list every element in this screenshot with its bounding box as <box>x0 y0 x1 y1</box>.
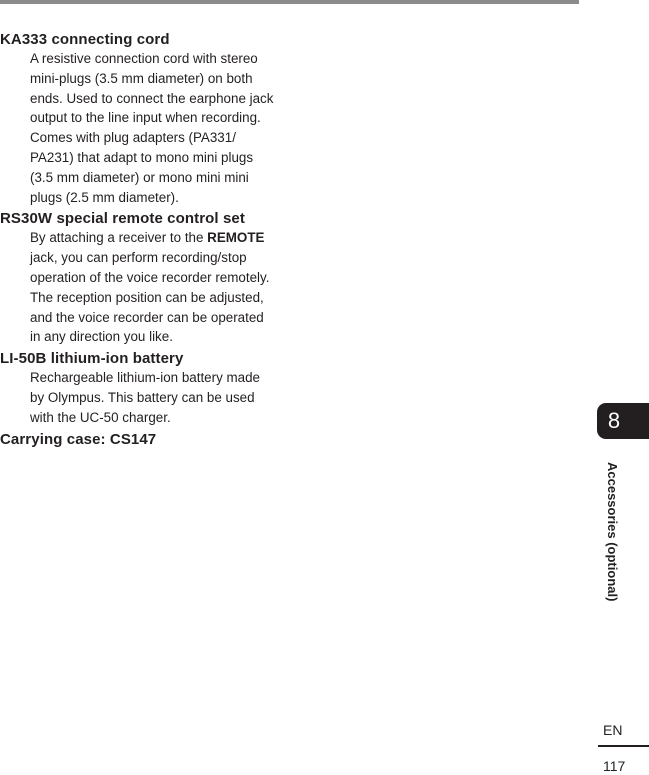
chapter-number: 8 <box>607 408 621 433</box>
body-line: The reception position can be adjusted, <box>30 289 264 305</box>
section-title-carrying-case: Carrying case: CS147 <box>0 430 157 448</box>
section-body-rs30w <box>0 229 290 348</box>
language-code: EN <box>603 722 623 738</box>
footer-rule <box>598 745 649 747</box>
top-rule <box>0 0 579 4</box>
section-body-ka333 <box>0 50 290 208</box>
body-line: and the voice recorder can be operated <box>30 309 264 325</box>
body-line: plugs (2.5 mm diameter). <box>30 189 179 205</box>
body-line: A resistive connection cord with stereo <box>30 51 258 66</box>
body-line: ends. Used to connect the earphone jack <box>30 90 274 106</box>
body-line: mini-plugs (3.5 mm diameter) on both <box>30 70 253 86</box>
section-title-rs30w: RS30W special remote control set <box>0 210 245 228</box>
page-number: 117 <box>603 758 626 774</box>
body-line: operation of the voice recorder remotely. <box>30 269 270 285</box>
section-body-li50b <box>0 369 290 428</box>
page-content <box>0 29 290 450</box>
section-title-li50b: LI-50B lithium-ion battery <box>0 350 184 368</box>
body-line: Comes with plug adapters (PA331/ <box>30 130 236 146</box>
remote-jack-label: REMOTE <box>207 230 265 246</box>
body-line-text: By attaching a receiver to the <box>30 230 208 246</box>
body-line <box>30 229 290 249</box>
body-line: by Olympus. This battery can be used <box>30 389 255 405</box>
body-line: jack, you can perform recording/stop <box>30 250 247 266</box>
body-line: output to the line input when recording. <box>30 110 261 126</box>
body-line: PA231) that adapt to mono mini plugs <box>30 149 254 165</box>
chapter-label: Accessories (optional) <box>605 462 620 602</box>
body-line: (3.5 mm diameter) or mono mini mini <box>30 169 249 185</box>
chapter-tab <box>597 403 649 439</box>
body-line: Rechargeable lithium-ion battery made <box>30 370 260 386</box>
body-line: with the UC-50 charger. <box>30 409 171 425</box>
section-title-ka333: KA333 connecting cord <box>0 31 170 48</box>
body-line: in any direction you like. <box>30 329 173 345</box>
